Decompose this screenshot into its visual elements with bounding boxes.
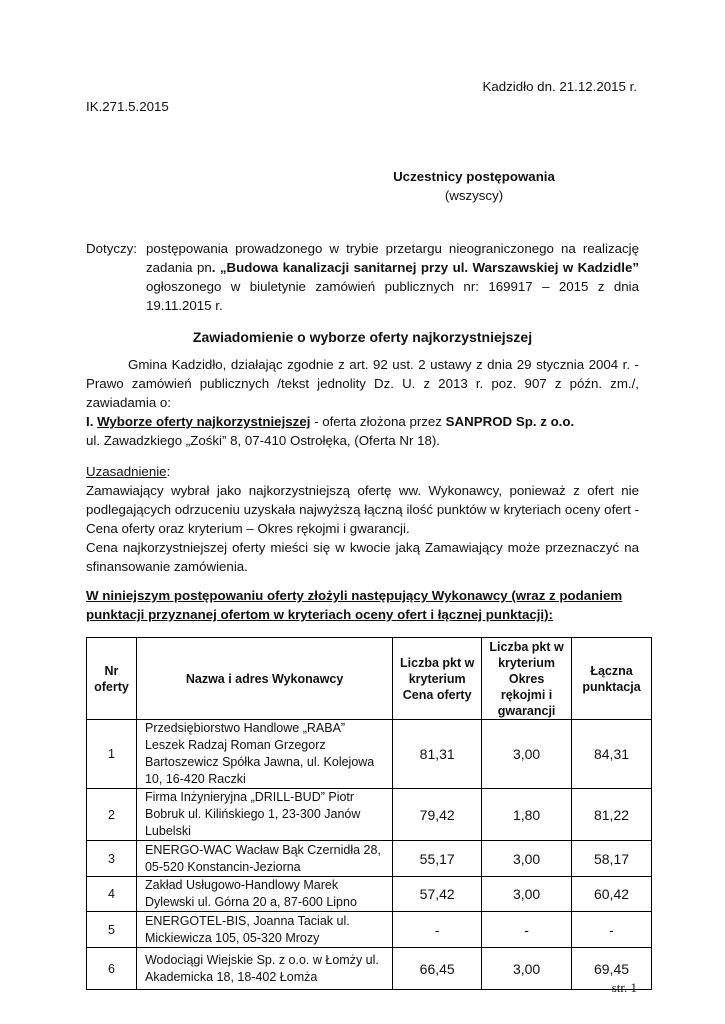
table-row — [87, 841, 652, 877]
cell-warranty: - — [482, 912, 572, 948]
page-title: Zawiadomienie o wyborze oferty najkorzystniejszej — [192, 329, 533, 345]
col-header-price: Liczba pkt w kryterium Cena oferty — [393, 638, 482, 720]
cell-warranty: 3,00 — [482, 877, 572, 912]
cell-total: 81,22 — [572, 789, 652, 841]
cell-total: 69,45 — [572, 948, 652, 990]
cell-total: 60,42 — [572, 877, 652, 912]
cell-warranty: 1,80 — [482, 789, 572, 841]
letter-date: Kadzidło dn. 21.12.2015 r. — [482, 79, 637, 94]
table-row — [87, 877, 652, 912]
subject-text — [146, 239, 639, 315]
subject-text-before: postępowania prowadzonego w trybie przetargu nieograniczonego na realizację zadania pn — [146, 241, 639, 275]
table-row — [87, 720, 652, 789]
col-header-name: Nazwa i adres Wykonawcy — [136, 638, 392, 720]
cell-name: ENERGO-WAC Wacław Bąk Czernidła 28, 05-520 Konstancin-Jeziorna — [136, 841, 392, 877]
recipient-line1: Uczestnicy postępowania — [393, 169, 555, 184]
subject-project-name: . „Budowa kanalizacji sanitarnej przy ul. Warszawskiej w Kadzidle” — [211, 260, 639, 275]
point-label: Wyborze oferty najkorzystniejszej — [97, 414, 311, 429]
recipient-block — [370, 167, 578, 205]
col-header-total: Łączna punktacja — [572, 638, 652, 720]
table-row — [87, 948, 652, 990]
bidders-heading: W niniejszym postępowaniu oferty złożyli następujący Wykonawcy (wraz z podaniem punktacji przyznanej ofertom w kryteriach oceny ofert i łącznej punktacji): — [86, 588, 623, 622]
cell-warranty: 3,00 — [482, 841, 572, 877]
cell-warranty: 3,00 — [482, 720, 572, 789]
justification-section — [86, 462, 639, 576]
cell-name: ENERGOTEL-BIS, Joanna Taciak ul. Mickiewicza 105, 05-320 Mrozy — [136, 912, 392, 948]
cell-nr: 6 — [87, 948, 137, 990]
table-row — [87, 789, 652, 841]
subject-label: Dotyczy: — [86, 241, 137, 256]
offers-table — [86, 637, 652, 990]
cell-total: - — [572, 912, 652, 948]
justification-para2: Cena najkorzystniejszej oferty mieści się w kwocie jaką Zamawiający może przeznaczyć na sfinansowanie zamówienia. — [86, 540, 639, 574]
subject-text-after: ogłoszonego w biuletynie zamówień publicznych nr: 169917 – 2015 z dnia 19.11.2015 r. — [146, 279, 639, 313]
cell-warranty: 3,00 — [482, 948, 572, 990]
winning-company-address: ul. Zawadzkiego „Zośki” 8, 07-410 Ostrołęka, (Oferta Nr 18). — [86, 433, 440, 448]
winning-company: SANPROD Sp. z o.o. — [445, 414, 575, 429]
col-header-nr: Nr oferty — [87, 638, 137, 720]
cell-price: 57,42 — [393, 877, 482, 912]
cell-price: 55,17 — [393, 841, 482, 877]
point-number: I. — [86, 414, 94, 429]
table-row — [87, 912, 652, 948]
cell-name: Wodociągi Wiejskie Sp. z o.o. w Łomży ul. Akademicka 18, 18-402 Łomża — [136, 948, 392, 990]
intro-text: Gmina Kadzidło, działając zgodnie z art. 92 ust. 2 ustawy z dnia 29 stycznia 2004 r. - Prawo zamówień publicznych /tekst jednolity Dz. U. z 2013 r. poz. 907 z późn. zm./, zawiadamia o: — [86, 357, 639, 410]
cell-name: Przedsiębiorstwo Handlowe „RABA” Leszek Radzaj Roman Grzegorz Bartoszewicz Spółka Jawna, ul. Kolejowa 10, 16-420 Raczki — [136, 720, 392, 789]
cell-price: 79,42 — [393, 789, 482, 841]
cell-name: Zakład Usługowo-Handlowy Marek Dylewski ul. Górna 20 a, 87-600 Lipno — [136, 877, 392, 912]
point-mid-text: - oferta złożona przez — [310, 414, 446, 429]
cell-price: 81,31 — [393, 720, 482, 789]
cell-price: - — [393, 912, 482, 948]
cell-nr: 5 — [87, 912, 137, 948]
cell-nr: 1 — [87, 720, 137, 789]
cell-nr: 3 — [87, 841, 137, 877]
cell-total: 84,31 — [572, 720, 652, 789]
cell-nr: 2 — [87, 789, 137, 841]
justification-heading: Uzasadnienie — [86, 464, 167, 479]
cell-total: 58,17 — [572, 841, 652, 877]
cell-nr: 4 — [87, 877, 137, 912]
justification-colon: : — [166, 464, 171, 479]
page-number: str. 1 — [611, 980, 637, 995]
reference-number: IK.271.5.2015 — [86, 99, 169, 114]
cell-price: 66,45 — [393, 948, 482, 990]
intro-section — [86, 355, 639, 450]
cell-name: Firma Inżynieryjna „DRILL-BUD” Piotr Bobruk ul. Kilińskiego 1, 23-300 Janów Lubelski — [136, 789, 392, 841]
recipient-line2: (wszyscy) — [444, 188, 504, 203]
col-header-warranty: Liczba pkt w kryterium Okres rękojmi i gwarancji — [482, 638, 572, 720]
justification-para1: Zamawiający wybrał jako najkorzystniejszą ofertę ww. Wykonawcy, ponieważ z ofert nie podlegających odrzuceniu uzyskała najwyższą łączną ilość punktów w kryteriach oceny ofert - Cena oferty oraz kryterium – Okres rękojmi i gwarancji. — [86, 483, 639, 536]
